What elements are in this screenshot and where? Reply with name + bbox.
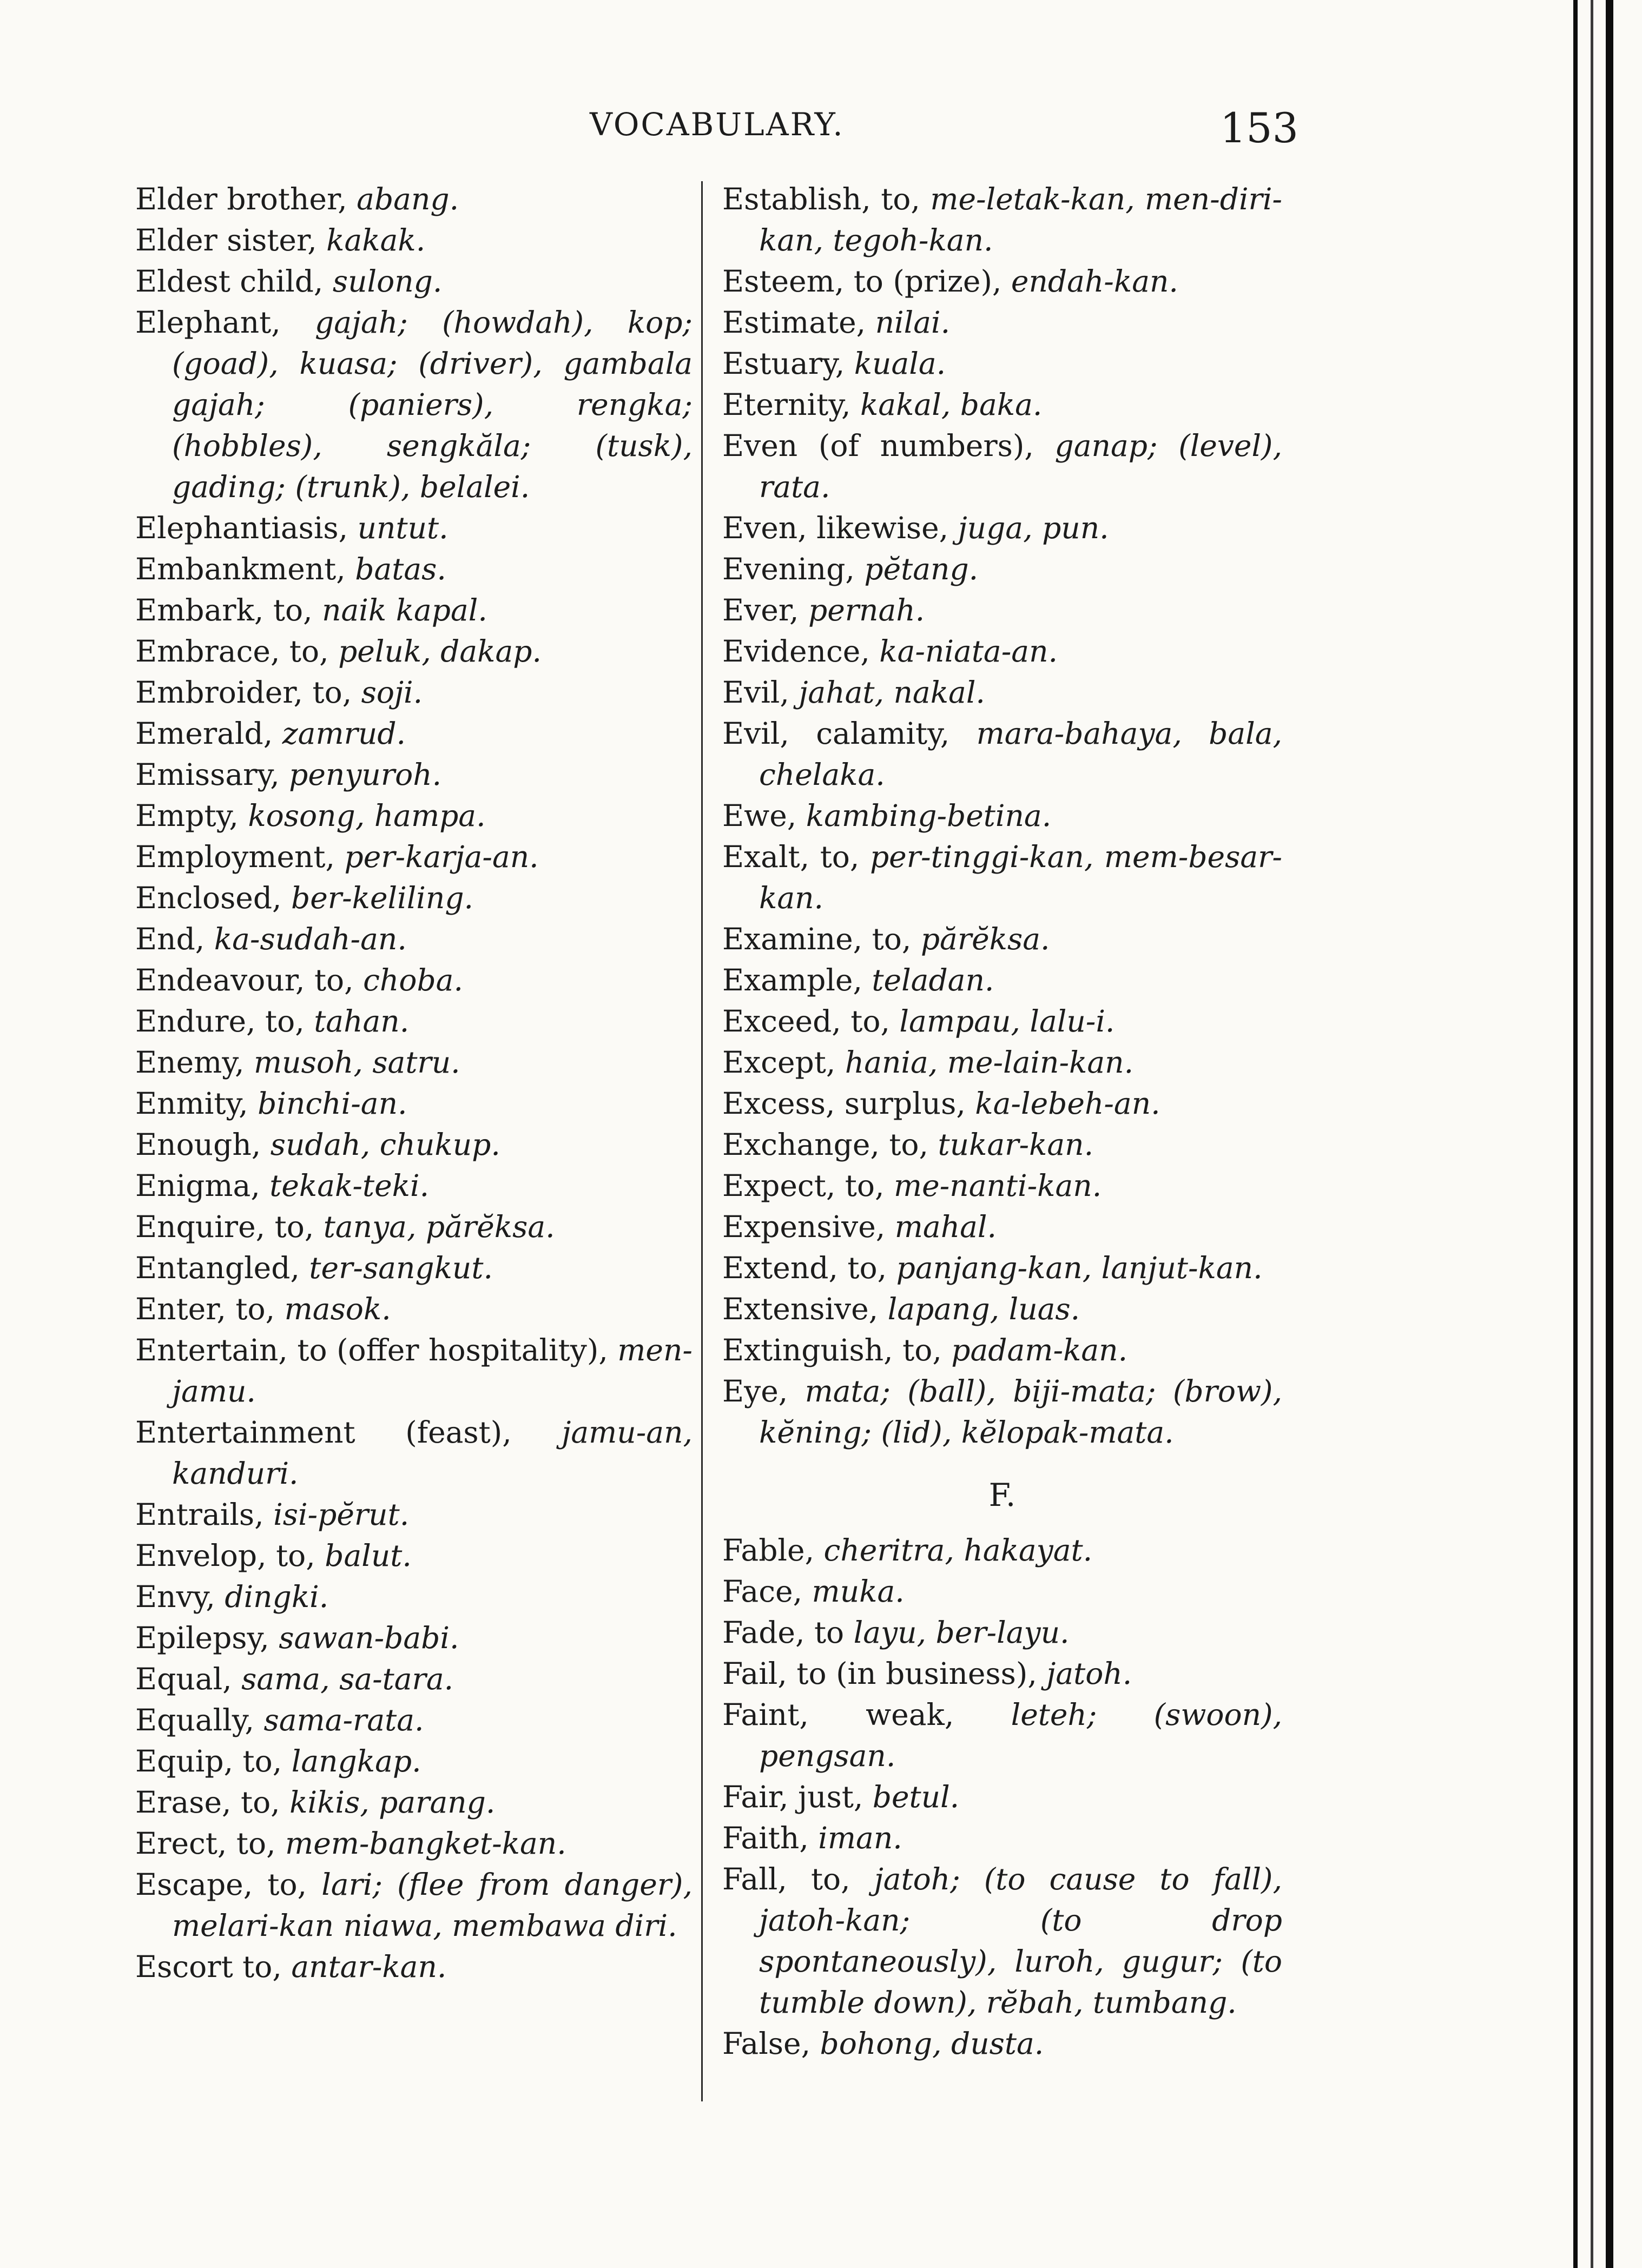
vocab-entry: Except, hania, me-lain-kan. [722, 1045, 1134, 1080]
left-column [135, 178, 693, 1987]
vocab-entry: Elder brother, abang. [135, 182, 459, 216]
vocab-entry: Evil, jahat, nakal. [722, 675, 985, 710]
vocab-entry: Faith, iman. [722, 1821, 902, 1855]
vocab-entry: Envelop, to, balut. [135, 1538, 412, 1573]
vocab-entry: Entrails, isi-pĕrut. [135, 1497, 410, 1532]
vocab-entry: Exchange, to, tukar-kan. [722, 1127, 1094, 1162]
vocab-entry: Even, likewise, juga, pun. [722, 511, 1109, 545]
vocab-entry: Examine, to, părĕksa. [722, 922, 1050, 956]
vocab-entry: Fable, cheritra, hakayat. [722, 1533, 1093, 1568]
vocab-entry: Eldest child, sulong. [135, 264, 443, 299]
vocab-entry: Extensive, lapang, luas. [722, 1292, 1080, 1326]
vocab-entry: Exceed, to, lampau, lalu-i. [722, 1004, 1115, 1039]
vocab-entry: Embrace, to, peluk, dakap. [135, 634, 542, 669]
vocab-entry: Evidence, ka-niata-an. [722, 634, 1058, 669]
vocab-entry: Extend, to, panjang-kan, lanjut-kan. [722, 1251, 1263, 1285]
vocab-entry: Even (of numbers), ganap; (level), rata. [722, 428, 1282, 504]
binding-edge-line [1591, 0, 1593, 2268]
vocab-entry: Ewe, kambing-betina. [722, 798, 1052, 833]
vocab-entry: Equip, to, langkap. [135, 1744, 421, 1778]
vocab-entry: Eye, mata; (ball), biji-mata; (brow), kĕning; (lid), kĕlopak-mata. [722, 1374, 1282, 1450]
vocab-entry: Evil, calamity, mara-bahaya, bala, chelaka. [722, 716, 1282, 792]
vocab-entry: Fail, to (in business), jatoh. [722, 1656, 1132, 1691]
vocab-entry: Escort to, antar-kan. [135, 1949, 447, 1984]
vocab-entry: Embroider, to, soji. [135, 675, 423, 710]
page-header [135, 106, 1298, 155]
vocab-entry: Entertainment (feast), jamu-an, kanduri. [135, 1415, 693, 1491]
vocab-entry: Envy, dingki. [135, 1579, 329, 1614]
vocab-entry: Enough, sudah, chukup. [135, 1127, 500, 1162]
vocab-entry: Faint, weak, leteh; (swoon), pengsan. [722, 1697, 1283, 1773]
vocab-entry: Embankment, batas. [135, 552, 446, 586]
vocab-entry: Epilepsy, sawan-babi. [135, 1621, 459, 1655]
vocab-entry: Estuary, kuala. [722, 346, 946, 381]
vocab-entry: Enmity, binchi-an. [135, 1086, 407, 1121]
vocab-entry: Escape, to, lari; (flee from danger), melari-kan niawa, membawa diri. [135, 1867, 693, 1943]
vocab-entry: End, ka-sudah-an. [135, 922, 407, 956]
vocab-entry: Embark, to, naik kapal. [135, 593, 487, 627]
vocab-entry: Entertain, to (offer hospitality), men-jamu. [135, 1333, 693, 1409]
right-column [722, 178, 1282, 2064]
vocab-entry: Fall, to, jatoh; (to cause to fall), jatoh-kan; (to drop spontaneously), luroh, gugur; (to tumble down), rĕbah, tumbang. [722, 1862, 1282, 2020]
vocab-entry: Exalt, to, per-tinggi-kan, mem-besar-kan. [722, 839, 1282, 915]
column-divider [701, 181, 703, 2101]
vocab-entry: Emissary, penyuroh. [135, 757, 442, 792]
vocab-entry: Face, muka. [722, 1574, 905, 1609]
vocab-entry: Establish, to, me-letak-kan, men-diri-kan, tegoh-kan. [722, 182, 1282, 257]
vocab-entry: Elephant, gajah; (howdah), kop; (goad), kuasa; (driver), gambala gajah; (paniers), rengka; (hobbles), sengkăla; (tusk), gading; (trunk), belalei. [135, 305, 693, 504]
vocab-entry: Emerald, zamrud. [135, 716, 406, 751]
vocab-entry: Erase, to, kikis, parang. [135, 1785, 496, 1820]
vocab-entry: Esteem, to (prize), endah-kan. [722, 264, 1178, 299]
vocab-entry: Enclosed, ber-keliling. [135, 881, 474, 915]
vocab-entry: Empty, kosong, hampa. [135, 798, 486, 833]
page-number: 153 [1219, 104, 1298, 152]
vocab-entry: Elephantiasis, untut. [135, 511, 449, 545]
vocab-entry: Evening, pĕtang. [722, 552, 979, 586]
vocab-entry: Elder sister, kakak. [135, 223, 426, 257]
binding-edge-line [1573, 0, 1578, 2268]
vocab-entry: Enemy, musoh, satru. [135, 1045, 460, 1080]
vocab-entry: Fair, just, betul. [722, 1780, 960, 1814]
running-title: VOCABULARY. [590, 106, 845, 143]
vocab-entry: Enquire, to, tanya, părĕksa. [135, 1209, 555, 1244]
vocab-entry: Estimate, nilai. [722, 305, 951, 340]
vocab-entry: Fade, to layu, ber-layu. [722, 1615, 1070, 1650]
vocab-entry: Endure, to, tahan. [135, 1004, 410, 1039]
vocab-entry: Expect, to, me-nanti-kan. [722, 1168, 1102, 1203]
vocab-entry: Equal, sama, sa-tara. [135, 1662, 454, 1696]
vocab-entry: Expensive, mahal. [722, 1209, 997, 1244]
vocab-entry: Enigma, tekak-teki. [135, 1168, 430, 1203]
vocab-entry: Example, teladan. [722, 963, 994, 997]
vocab-entry: Erect, to, mem-bangket-kan. [135, 1826, 566, 1861]
vocab-entry: Endeavour, to, choba. [135, 963, 463, 997]
vocab-entry: Equally, sama-rata. [135, 1703, 424, 1737]
vocab-entry: Ever, pernah. [722, 593, 925, 627]
vocab-entry: Employment, per-karja-an. [135, 839, 539, 874]
section-letter: F. [988, 1477, 1016, 1513]
vocab-entry: Entangled, ter-sangkut. [135, 1251, 493, 1285]
vocab-entry: Excess, surplus, ka-lebeh-an. [722, 1086, 1160, 1121]
binding-edge-line [1606, 0, 1613, 2268]
vocab-entry: Enter, to, masok. [135, 1292, 391, 1326]
vocab-entry: False, bohong, dusta. [722, 2026, 1044, 2061]
vocab-entry: Extinguish, to, padam-kan. [722, 1333, 1128, 1367]
vocab-entry: Eternity, kakal, baka. [722, 387, 1043, 422]
